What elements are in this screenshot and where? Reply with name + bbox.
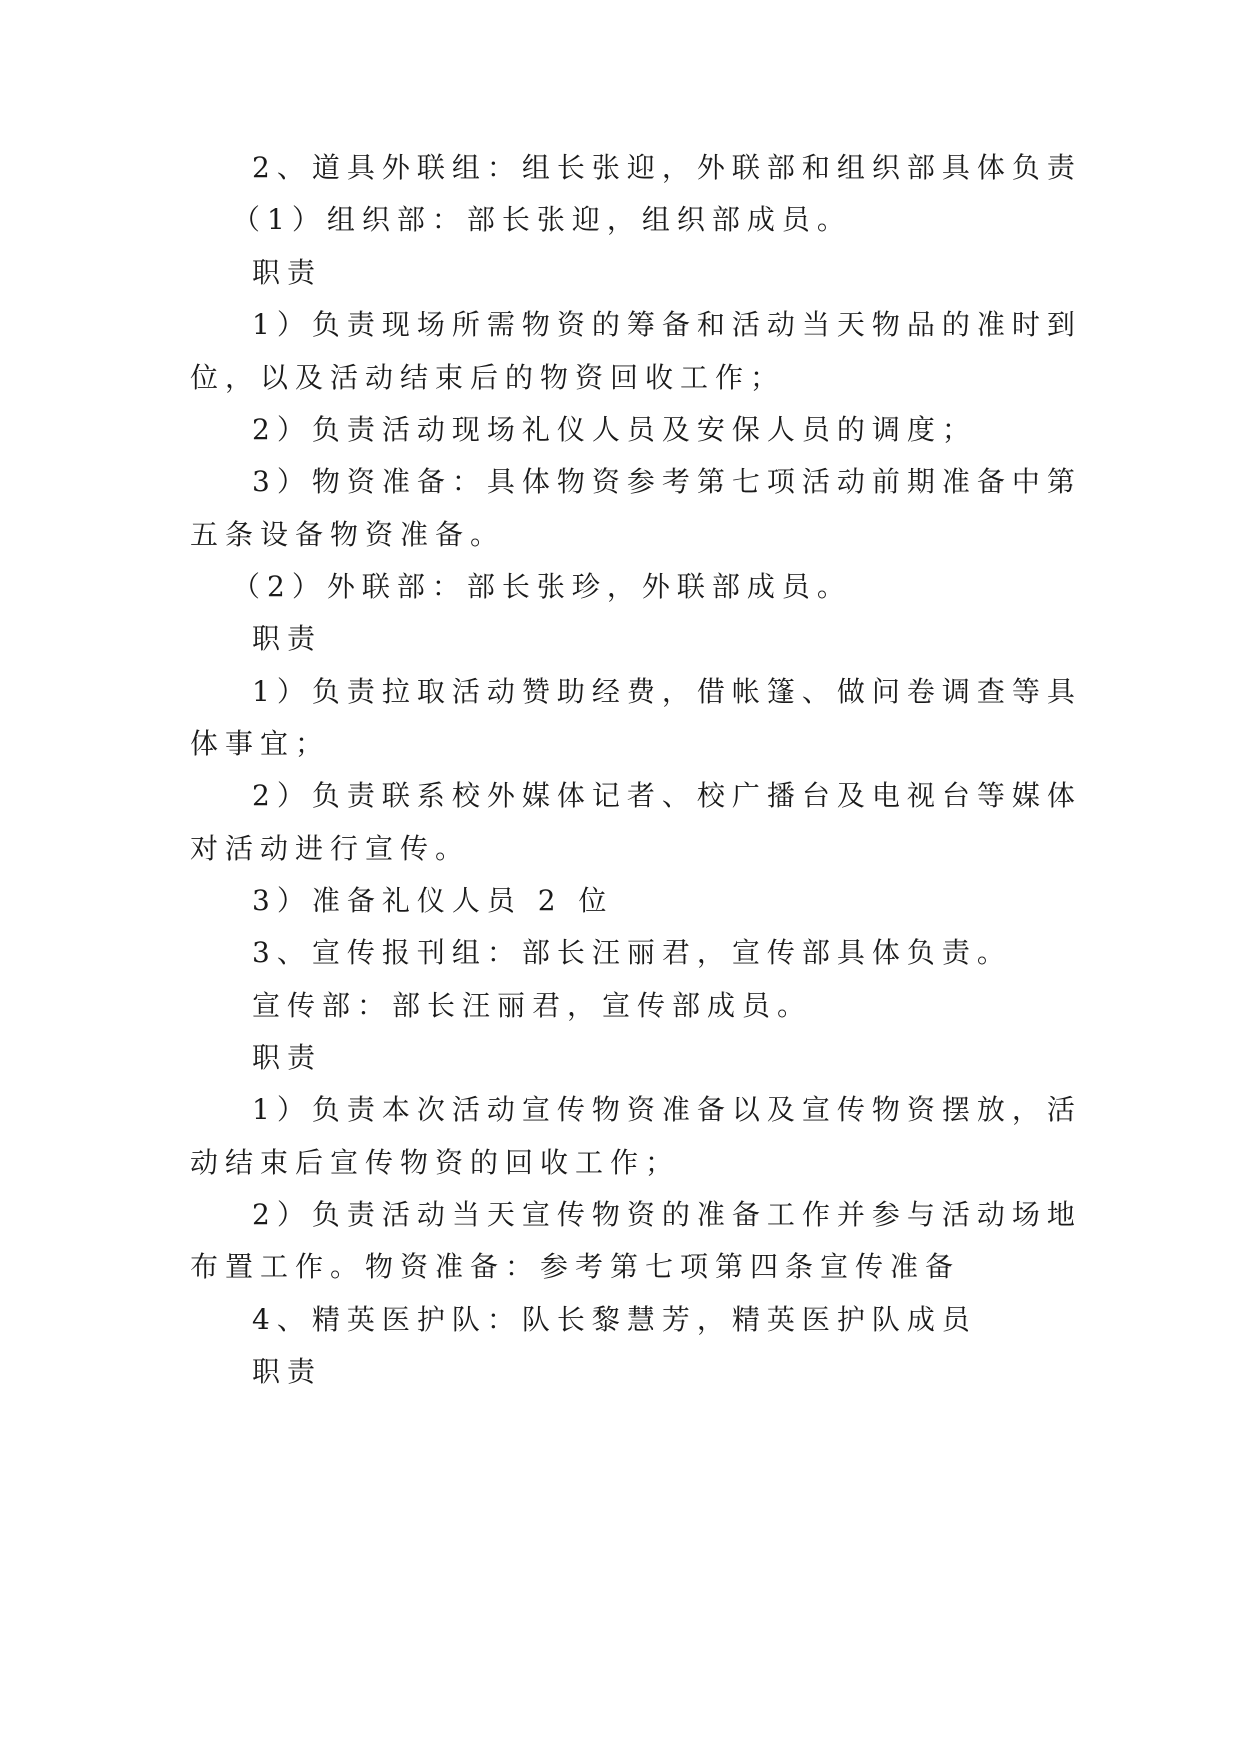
paragraph-line: 五条设备物资准备。 xyxy=(190,518,506,551)
paragraph-line: 3）物资准备：具体物资参考第七项活动前期准备中第 xyxy=(252,465,1082,498)
paragraph-line: 2）负责活动当天宣传物资的准备工作并参与活动场地 xyxy=(252,1198,1082,1231)
paragraph-line: 3）准备礼仪人员 2 位 xyxy=(252,884,614,917)
paragraph-line: 职责 xyxy=(252,256,323,289)
paragraph-line: 宣传部：部长汪丽君，宣传部成员。 xyxy=(252,989,813,1022)
paragraph-line: 2）负责联系校外媒体记者、校广播台及电视台等媒体 xyxy=(252,779,1082,812)
paragraph-line: 2、道具外联组：组长张迎，外联部和组织部具体负责 xyxy=(252,151,1082,184)
paragraph-line: 2）负责活动现场礼仪人员及安保人员的调度； xyxy=(252,413,977,446)
paragraph-line: 职责 xyxy=(252,1355,323,1388)
paragraph-line: 1）负责拉取活动赞助经费，借帐篷、做问卷调查等具 xyxy=(252,675,1082,708)
paragraph-line: 4、精英医护队：队长黎慧芳，精英医护队成员 xyxy=(252,1303,977,1336)
paragraph-line: 布置工作。物资准备：参考第七项第四条宣传准备 xyxy=(190,1250,961,1283)
paragraph-line: 体事宜； xyxy=(190,727,331,760)
paragraph-line: 动结束后宣传物资的回收工作； xyxy=(190,1146,681,1179)
paragraph-line: 1）负责本次活动宣传物资准备以及宣传物资摆放，活 xyxy=(252,1093,1082,1126)
paragraph-line: 职责 xyxy=(252,622,323,655)
paragraph-line: 位，以及活动结束后的物资回收工作； xyxy=(190,361,786,394)
paragraph-line: 3、宣传报刊组：部长汪丽君，宣传部具体负责。 xyxy=(252,936,1012,969)
paragraph-line: （1）组织部：部长张迎，组织部成员。 xyxy=(232,203,852,236)
paragraph-line: 职责 xyxy=(252,1041,323,1074)
paragraph-line: 1）负责现场所需物资的筹备和活动当天物品的准时到 xyxy=(252,308,1082,341)
paragraph-line: （2）外联部：部长张珍，外联部成员。 xyxy=(232,570,852,603)
paragraph-line: 对活动进行宣传。 xyxy=(190,832,471,865)
